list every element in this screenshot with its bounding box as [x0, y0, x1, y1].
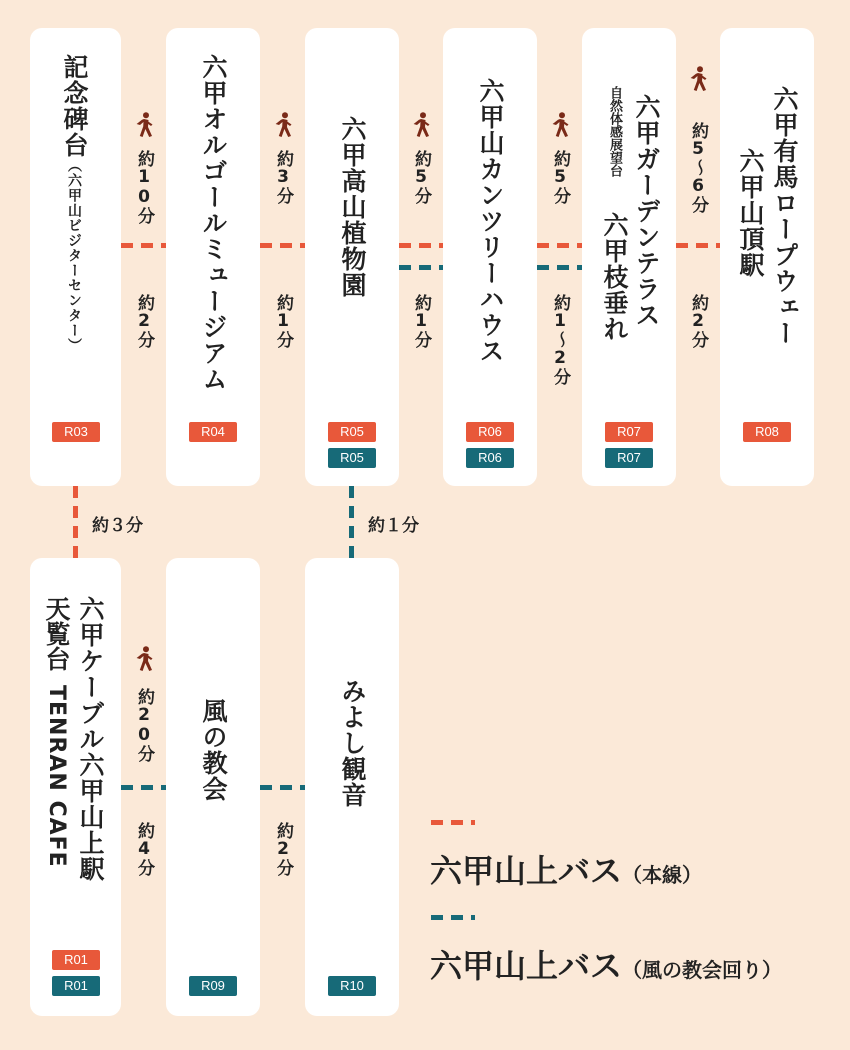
station-subname-r03: （六甲山ビジターセンター） — [66, 158, 82, 353]
station-card-r09 — [166, 558, 260, 1016]
line-code-badge: R01 — [52, 950, 100, 970]
station-card-r08 — [720, 28, 814, 486]
bus-line-church — [260, 785, 305, 790]
station-name-r07-line2: 六甲枝垂れ — [600, 212, 629, 342]
station-name-r07-line1: 六甲ガーデンテラス — [632, 94, 661, 328]
legend-label-main: 六甲山上バス（本線） — [430, 852, 703, 890]
walk-time: 約5分 — [411, 150, 431, 204]
station-name-r08-line1: 六甲有馬ロープウェー — [770, 86, 799, 346]
station-card-r10 — [305, 558, 399, 1016]
walking-person-icon — [409, 112, 433, 138]
station-name-r10: みよし観音 — [338, 678, 367, 808]
walk-time: 約10分 — [134, 150, 154, 224]
bus-time: 約１分 — [368, 516, 419, 536]
bus-time: 約2分 — [688, 294, 708, 348]
bus-line-church — [399, 265, 443, 270]
bus-line-main — [121, 243, 166, 248]
line-code-badge: R05 — [328, 448, 376, 468]
line-code-badge: R09 — [189, 976, 237, 996]
bus-time: 約1～2分 — [550, 294, 570, 385]
walk-time: 約20分 — [134, 688, 154, 762]
walking-person-icon — [548, 112, 572, 138]
line-code-badge: R04 — [189, 422, 237, 442]
station-name-r03: 記念碑台（六甲山ビジターセンター） — [60, 54, 89, 353]
station-name-r05: 六甲高山植物園 — [338, 116, 367, 298]
line-code-badge: R06 — [466, 422, 514, 442]
line-code-badge: R03 — [52, 422, 100, 442]
station-card-r01 — [30, 558, 121, 1016]
walk-time: 約3分 — [273, 150, 293, 204]
walking-person-icon — [271, 112, 295, 138]
station-card-r03 — [30, 28, 121, 486]
line-code-badge: R01 — [52, 976, 100, 996]
line-code-badge: R05 — [328, 422, 376, 442]
bus-time: 約2分 — [134, 294, 154, 348]
walk-time: 約5～6分 — [688, 122, 708, 213]
bus-line-church — [537, 265, 582, 270]
walking-person-icon — [132, 112, 156, 138]
legend-swatch-main — [431, 820, 475, 825]
walking-person-icon — [686, 66, 710, 92]
line-code-badge: R06 — [466, 448, 514, 468]
bus-time: 約３分 — [92, 516, 143, 536]
bus-line-main — [676, 243, 720, 248]
bus-line-main — [260, 243, 305, 248]
bus-time: 約4分 — [134, 822, 154, 876]
station-card-r07 — [582, 28, 676, 486]
station-name-r04: 六甲オルゴールミュージアム — [199, 54, 228, 392]
station-subname-r07: 自然体感展望台 — [607, 86, 622, 177]
bus-line-church — [121, 785, 166, 790]
line-code-badge: R10 — [328, 976, 376, 996]
station-name-r06: 六甲山カンツリーハウス — [476, 78, 505, 364]
bus-line-main — [73, 486, 78, 558]
bus-time: 約1分 — [273, 294, 293, 348]
station-card-r04 — [166, 28, 260, 486]
legend-label-church: 六甲山上バス（風の教会回り） — [430, 947, 783, 985]
bus-line-church — [349, 486, 354, 558]
station-name-r01-line2: 天覧台TENRAN CAFE — [42, 596, 71, 868]
line-code-badge: R07 — [605, 422, 653, 442]
bus-line-main — [399, 243, 443, 248]
walking-person-icon — [132, 646, 156, 672]
station-card-r05 — [305, 28, 399, 486]
station-name-r01-line1: 六甲ケーブル六甲山上駅 — [76, 596, 105, 882]
bus-time: 約1分 — [411, 294, 431, 348]
station-name-r08-line2: 六甲山頂駅 — [736, 148, 765, 278]
station-name-r09: 風の教会 — [199, 698, 228, 802]
line-code-badge: R08 — [743, 422, 791, 442]
walk-time: 約5分 — [550, 150, 570, 204]
bus-line-main — [537, 243, 582, 248]
line-code-badge: R07 — [605, 448, 653, 468]
station-card-r06 — [443, 28, 537, 486]
legend-swatch-church — [431, 915, 475, 920]
bus-time: 約2分 — [273, 822, 293, 876]
